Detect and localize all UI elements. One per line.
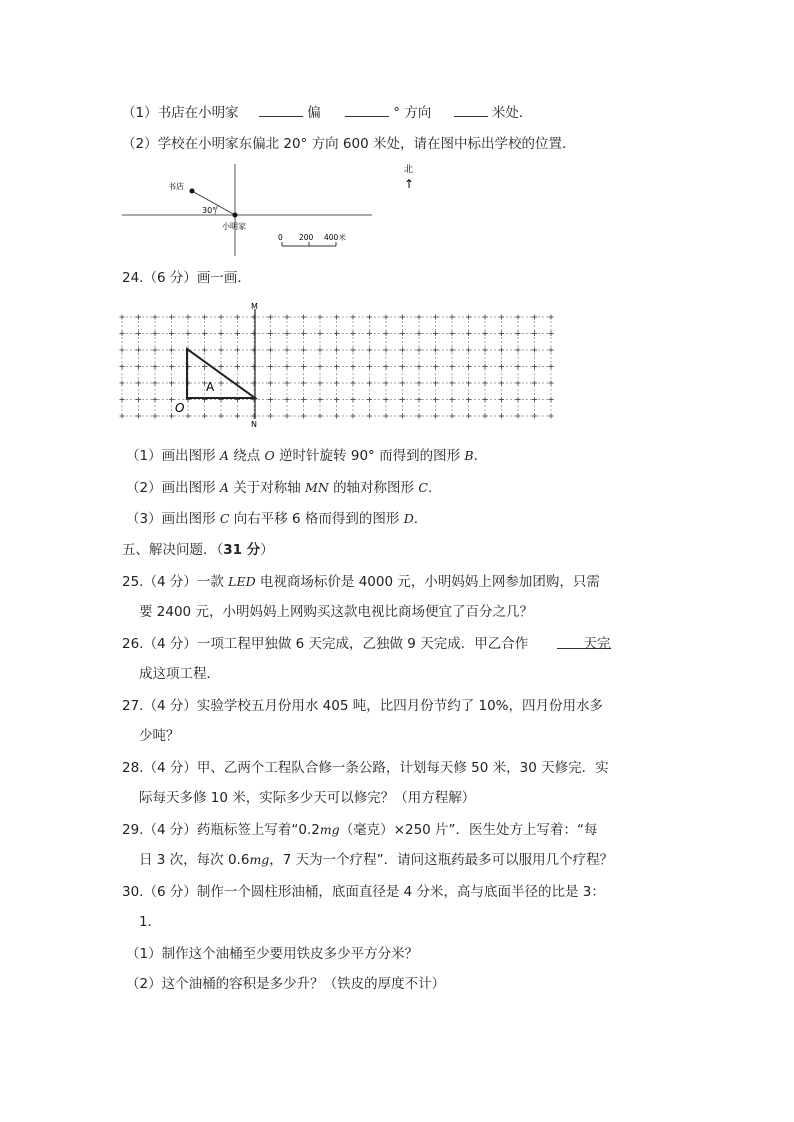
grid-intersection-mark: [136, 414, 141, 419]
answer-blank-direction[interactable]: [259, 102, 303, 117]
q30-part-2: （2）这个油桶的容积是多少升？（铁皮的厚度不计）: [126, 976, 446, 992]
grid-intersection-mark: [120, 315, 125, 320]
grid-intersection-mark: [450, 315, 455, 320]
grid-intersection-mark: [532, 315, 537, 320]
grid-intersection-mark: [120, 364, 125, 369]
scale-label-200: 200: [299, 233, 314, 242]
grid-intersection-mark: [400, 315, 405, 320]
q30-line-2: 1．: [139, 914, 162, 930]
angle-label: 30°: [202, 206, 217, 215]
grid-intersection-mark: [318, 348, 323, 353]
grid-intersection-mark: [417, 397, 422, 402]
grid-intersection-mark: [499, 315, 504, 320]
grid-intersection-mark: [202, 331, 207, 336]
grid-intersection-mark: [549, 331, 554, 336]
q24-item-2-axis: MN: [305, 480, 329, 495]
grid-intersection-mark: [516, 315, 521, 320]
grid-intersection-mark: [516, 414, 521, 419]
grid-intersection-mark: [318, 364, 323, 369]
grid-intersection-mark: [450, 331, 455, 336]
grid-intersection-mark: [433, 414, 438, 419]
q29-unit-mg-2: mg: [249, 852, 270, 867]
q24-item-1-result: B: [464, 448, 474, 463]
grid-intersection-mark: [202, 364, 207, 369]
grid-intersection-mark: [169, 364, 174, 369]
grid-intersection-mark: [318, 315, 323, 320]
section-5-score: 31 分: [223, 542, 261, 558]
grid-intersection-mark: [351, 397, 356, 402]
grid-intersection-mark: [450, 381, 455, 386]
q24-item-3-shape: C: [219, 511, 230, 526]
grid-intersection-mark: [285, 315, 290, 320]
answer-blank-distance[interactable]: [454, 102, 488, 117]
grid-intersection-mark: [136, 331, 141, 336]
grid-intersection-mark: [466, 364, 471, 369]
grid-intersection-mark: [334, 315, 339, 320]
q25-line-1: [122, 572, 600, 592]
grid-intersection-mark: [466, 381, 471, 386]
grid-intersection-mark: [169, 414, 174, 419]
grid-intersection-mark: [268, 331, 273, 336]
north-arrow-icon: ↑: [404, 177, 415, 191]
q26-line-1: [122, 634, 611, 654]
q24-item-2-text-a: （2）画出图形: [126, 480, 216, 496]
home-label: 小明家: [222, 222, 246, 231]
grid-intersection-mark: [367, 397, 372, 402]
grid-intersection-mark: [219, 364, 224, 369]
grid-intersection-mark: [252, 348, 257, 353]
grid-intersection-mark: [483, 381, 488, 386]
grid-intersection-mark: [268, 315, 273, 320]
grid-intersection-mark: [532, 381, 537, 386]
grid-intersection-mark: [466, 397, 471, 402]
grid-intersection-mark: [219, 315, 224, 320]
q25-number: 25.: [122, 574, 144, 590]
grid-intersection-mark: [219, 348, 224, 353]
grid-intersection-mark: [483, 331, 488, 336]
grid-intersection-mark: [417, 315, 422, 320]
home-point: [233, 213, 238, 218]
grid-intersection-mark: [516, 348, 521, 353]
grid-intersection-mark: [169, 381, 174, 386]
grid-intersection-mark: [235, 348, 240, 353]
grid-intersection-mark: [400, 381, 405, 386]
grid-intersection-mark: [499, 397, 504, 402]
q26-text-1: 26.（4 分）一项工程甲独做 6 天完成，乙独做 9 天完成．甲乙合作: [122, 636, 529, 652]
grid-intersection-mark: [400, 397, 405, 402]
grid-intersection-mark: [202, 414, 207, 419]
grid-intersection-mark: [318, 331, 323, 336]
grid-intersection-mark: [334, 414, 339, 419]
grid-intersection-mark: [466, 414, 471, 419]
q23-word-pian: 偏: [307, 105, 321, 121]
grid-intersection-mark: [417, 331, 422, 336]
q25-led: LED: [228, 574, 256, 589]
section-5-title: [122, 540, 274, 560]
grid-intersection-mark: [417, 348, 422, 353]
grid-intersection-mark: [169, 397, 174, 402]
grid-intersection-mark: [252, 331, 257, 336]
grid-intersection-mark: [334, 397, 339, 402]
bookstore-point: [190, 189, 195, 194]
q29-text-b: （毫克）×250 片”．医生处方上写着：“每: [339, 822, 598, 838]
shape-a-label: A: [206, 380, 215, 394]
grid-intersection-mark: [136, 348, 141, 353]
grid-intersection-mark: [285, 364, 290, 369]
grid-intersection-mark: [384, 364, 389, 369]
grid-intersection-mark: [235, 315, 240, 320]
grid-intersection-mark: [367, 414, 372, 419]
origin-label: O: [175, 401, 185, 415]
grid-intersection-mark: [499, 381, 504, 386]
grid-intersection-mark: [285, 331, 290, 336]
grid-intersection-mark: [400, 331, 405, 336]
grid-intersection-mark: [549, 315, 554, 320]
q24-item-1-text-b: 绕点: [233, 448, 261, 464]
q24-item-1-text-c: 逆时针旋转 90° 而得到的图形: [279, 448, 461, 464]
grid-intersection-mark: [219, 381, 224, 386]
q25-line-2: 要 2400 元，小明妈妈上网购买这款电视比商场便宜了百分之几？: [139, 604, 533, 620]
grid-intersection-mark: [433, 331, 438, 336]
grid-intersection-mark: [351, 364, 356, 369]
q23-part1: [122, 102, 532, 123]
axis-label-m: M: [251, 302, 258, 311]
grid-intersection-mark: [301, 331, 306, 336]
grid-intersection-mark: [400, 364, 405, 369]
grid-intersection-mark: [268, 348, 273, 353]
q24-item-2-text-b: 关于对称轴: [233, 480, 301, 496]
q25-text-1: 电视商场标价是 4000 元，小明妈妈上网参加团购，只需: [259, 574, 600, 590]
grid-intersection-mark: [136, 397, 141, 402]
grid-intersection-mark: [499, 348, 504, 353]
q29-text-d: ，7 天为一个疗程”．请问这瓶药最多可以服用几个疗程？: [269, 852, 614, 868]
grid-intersection-mark: [202, 315, 207, 320]
grid-intersection-mark: [466, 348, 471, 353]
grid-intersection-mark: [334, 364, 339, 369]
q26-blank-text: 天完: [583, 636, 611, 652]
grid-intersection-mark: [367, 364, 372, 369]
grid-intersection-mark: [499, 414, 504, 419]
q24-item-3-text-a: （3）画出图形: [126, 511, 216, 527]
grid-intersection-mark: [301, 315, 306, 320]
grid-intersection-mark: [252, 315, 257, 320]
q29-line-1: [122, 820, 598, 840]
grid-intersection-mark: [351, 414, 356, 419]
grid-intersection-mark: [136, 315, 141, 320]
grid-intersection-mark: [268, 381, 273, 386]
grid-intersection-mark: [252, 364, 257, 369]
grid-intersection-mark: [384, 331, 389, 336]
grid-lines: [120, 315, 554, 419]
grid-intersection-mark: [120, 331, 125, 336]
grid-intersection-mark: [153, 381, 158, 386]
q27-line-2: 少吨？: [139, 728, 180, 744]
grid-intersection-mark: [153, 331, 158, 336]
q30-part-1: （1）制作这个油桶至少要用铁皮多少平方分米？: [126, 946, 419, 962]
grid-intersection-mark: [351, 331, 356, 336]
q24-item-2-end: .: [427, 480, 433, 496]
grid-intersection-mark: [351, 348, 356, 353]
section-5-title-text: 五、解决问题．（: [122, 542, 224, 558]
grid-intersection-mark: [433, 364, 438, 369]
q24-item-2-shape: A: [219, 480, 229, 495]
grid-intersection-mark: [367, 315, 372, 320]
grid-intersection-mark: [417, 364, 422, 369]
grid-intersection-mark: [202, 348, 207, 353]
q24-item-2-result: C: [418, 480, 428, 495]
q24-grid: [120, 302, 554, 428]
grid-intersection-mark: [285, 414, 290, 419]
grid-intersection-mark: [334, 348, 339, 353]
grid-intersection-mark: [318, 397, 323, 402]
q24-item-2-text-c: 的轴对称图形: [333, 480, 415, 496]
grid-intersection-mark: [268, 414, 273, 419]
grid-intersection-mark: [417, 381, 422, 386]
grid-intersection-mark: [219, 331, 224, 336]
grid-intersection-mark: [483, 397, 488, 402]
grid-intersection-mark: [301, 414, 306, 419]
q25-points: （4 分）一款: [143, 574, 224, 590]
q23-deg-dir: ° 方向: [393, 105, 432, 121]
grid-intersection-mark: [483, 414, 488, 419]
q29-unit-mg-1: mg: [319, 822, 340, 837]
answer-blank-degree[interactable]: [345, 102, 389, 117]
axis-label-n: N: [251, 420, 257, 429]
grid-intersection-mark: [351, 315, 356, 320]
q24-item-3-result: D: [403, 511, 414, 526]
grid-intersection-mark: [433, 348, 438, 353]
q24-item-3: [126, 509, 418, 529]
q29-text-a: 29.（4 分）药瓶标签上写着“0.2: [122, 822, 320, 838]
grid-intersection-mark: [516, 331, 521, 336]
q24-item-1: [126, 446, 478, 466]
grid-intersection-mark: [351, 381, 356, 386]
grid-intersection-mark: [285, 381, 290, 386]
grid-intersection-mark: [120, 397, 125, 402]
q26-answer-blank[interactable]: [557, 634, 611, 652]
north-label: 北: [404, 165, 414, 175]
q29-line-2: [139, 850, 613, 870]
grid-intersection-mark: [120, 348, 125, 353]
scale-label-0: 0: [278, 233, 283, 242]
grid-intersection-mark: [120, 381, 125, 386]
grid-intersection-mark: [235, 331, 240, 336]
grid-intersection-mark: [153, 315, 158, 320]
grid-intersection-mark: [235, 364, 240, 369]
grid-intersection-mark: [483, 364, 488, 369]
q24-item-1-point: O: [264, 448, 275, 463]
grid-intersection-mark: [252, 381, 257, 386]
grid-intersection-mark: [433, 315, 438, 320]
grid-intersection-mark: [252, 414, 257, 419]
grid-intersection-mark: [384, 315, 389, 320]
grid-intersection-mark: [516, 364, 521, 369]
grid-intersection-mark: [532, 414, 537, 419]
grid-intersection-mark: [268, 364, 273, 369]
grid-intersection-mark: [153, 397, 158, 402]
grid-intersection-mark: [433, 397, 438, 402]
grid-intersection-mark: [549, 381, 554, 386]
q24-item-1-end: .: [473, 448, 478, 464]
grid-intersection-mark: [384, 348, 389, 353]
grid-intersection-mark: [136, 381, 141, 386]
grid-intersection-mark: [136, 364, 141, 369]
grid-intersection-mark: [499, 364, 504, 369]
grid-intersection-mark: [268, 397, 273, 402]
grid-intersection-mark: [367, 381, 372, 386]
q23-part2: （2）学校在小明家东偏北 20° 方向 600 米处，请在图中标出学校的位置．: [122, 136, 576, 152]
grid-intersection-mark: [285, 348, 290, 353]
q23-tail: 米处．: [491, 105, 533, 121]
grid-intersection-mark: [499, 331, 504, 336]
grid-intersection-mark: [186, 414, 191, 419]
grid-intersection-mark: [466, 315, 471, 320]
grid-intersection-mark: [301, 348, 306, 353]
q27-line-1: 27.（4 分）实验学校五月份用水 405 吨，比四月份节约了 10%，四月份用水多: [122, 698, 603, 714]
section-5-title-close: ）: [260, 542, 274, 558]
q30-line-1: 30.（6 分）制作一个圆柱形油桶，底面直径是 4 分米，高与底面半径的比是 3：: [122, 884, 605, 900]
grid-intersection-mark: [466, 331, 471, 336]
grid-intersection-mark: [400, 414, 405, 419]
grid-intersection-mark: [301, 364, 306, 369]
grid-intersection-mark: [532, 348, 537, 353]
q23-map-diagram: [110, 160, 430, 260]
q28-line-1: 28.（4 分）甲、乙两个工程队合修一条公路，计划每天修 50 米，30 天修完．实: [122, 760, 609, 776]
grid-intersection-mark: [384, 414, 389, 419]
grid-intersection-mark: [532, 331, 537, 336]
grid-intersection-mark: [334, 331, 339, 336]
grid-intersection-mark: [318, 414, 323, 419]
grid-intersection-mark: [219, 414, 224, 419]
grid-intersection-mark: [120, 414, 125, 419]
q24-item-3-end: .: [413, 511, 419, 527]
grid-intersection-mark: [186, 315, 191, 320]
grid-intersection-mark: [450, 414, 455, 419]
grid-intersection-mark: [285, 397, 290, 402]
grid-intersection-mark: [367, 331, 372, 336]
grid-intersection-mark: [417, 414, 422, 419]
grid-intersection-mark: [301, 397, 306, 402]
q24-title: 24.（6 分）画一画．: [122, 270, 251, 286]
grid-intersection-mark: [153, 348, 158, 353]
grid-intersection-mark: [483, 315, 488, 320]
grid-intersection-mark: [516, 381, 521, 386]
grid-intersection-mark: [450, 348, 455, 353]
grid-intersection-mark: [153, 414, 158, 419]
grid-intersection-mark: [186, 331, 191, 336]
q24-item-1-shape: A: [219, 448, 229, 463]
grid-intersection-mark: [153, 364, 158, 369]
grid-intersection-mark: [549, 348, 554, 353]
q24-item-1-text-a: （1）画出图形: [126, 448, 216, 464]
bookstore-label: 书店: [168, 182, 184, 191]
q24-item-2: [126, 478, 432, 498]
grid-intersection-mark: [532, 397, 537, 402]
q28-line-2: 际每天多修 10 米，实际多少天可以修完？（用方程解）: [139, 790, 476, 806]
grid-intersection-mark: [549, 414, 554, 419]
grid-intersection-mark: [450, 364, 455, 369]
q29-text-c: 日 3 次，每次 0.6: [139, 852, 250, 868]
grid-intersection-mark: [549, 364, 554, 369]
grid-intersection-mark: [301, 381, 306, 386]
grid-intersection-mark: [450, 397, 455, 402]
grid-intersection-mark: [549, 397, 554, 402]
q26-line-2: 成这项工程．: [139, 666, 220, 682]
scale-label-400: 400米: [324, 233, 346, 242]
grid-intersection-mark: [235, 414, 240, 419]
grid-intersection-mark: [334, 381, 339, 386]
grid-intersection-mark: [169, 331, 174, 336]
grid-intersection-mark: [483, 348, 488, 353]
grid-intersection-mark: [169, 348, 174, 353]
grid-intersection-mark: [367, 348, 372, 353]
grid-intersection-mark: [318, 381, 323, 386]
north-indicator: [400, 162, 420, 194]
grid-intersection-mark: [433, 381, 438, 386]
grid-intersection-mark: [516, 397, 521, 402]
grid-intersection-mark: [169, 315, 174, 320]
grid-intersection-mark: [532, 364, 537, 369]
q23-part1-label: （1）书店在小明家: [122, 105, 239, 121]
grid-intersection-mark: [384, 397, 389, 402]
q24-item-3-text-b: 向右平移 6 格而得到的图形: [233, 511, 400, 527]
grid-intersection-mark: [400, 348, 405, 353]
grid-intersection-mark: [384, 381, 389, 386]
